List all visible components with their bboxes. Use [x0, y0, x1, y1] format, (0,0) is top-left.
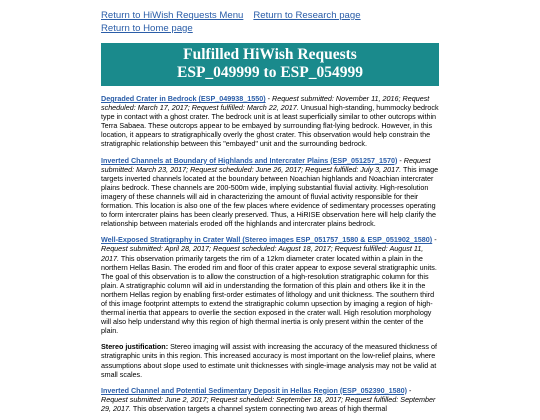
entry-dates: Request submitted: November 11, 2016; Request scheduled: March 17, 2017; Request fulfilled: March 22, 2017.: [101, 94, 430, 113]
page-title: Fulfilled HiWish Requests: [183, 46, 357, 63]
entry-title-link[interactable]: Well-Exposed Stratigraphy in Crater Wall (Stereo images ESP_051757_1580 & ESP_051902_1580): [101, 235, 433, 245]
entry-title-link[interactable]: Inverted Channels at Boundary of Highlands and Intercrater Plains (ESP_051257_1570): [101, 155, 398, 165]
list-item: Inverted Channels at Boundary of Highlands and Intercrater Plains (ESP_051257_1570) - Request submitted: March 23, 2017; Request scheduled: June 26, 2017; Request fulfilled: July 3, 2017. This image targets inverted channels located at the boundary between Noachian highlands and Noachian intercrater plains bedrock. These channels are 200-500m wide, implying substantial fluvial activity. High-resolution imagery of these channels will aid in characterizing the amount of fluvial activity responsible for their formation. This location is also one of the few places where evidence of sedimentary processes operating to form intercrater plains has been clearly preserved. Thus, a HiRISE observation here will help clarify the relationship between materials eroded off the highlands and intercrater plains bedrock.: [101, 155, 439, 229]
justification-label: Stereo justification:: [101, 342, 169, 352]
entry-dates: Request submitted: March 23, 2017; Request scheduled: June 26, 2017; Request fulfilled: July 3, 2017.: [101, 155, 431, 174]
page-subtitle: ESP_049999 to ESP_054999: [176, 64, 363, 81]
list-item: Well-Exposed Stratigraphy in Crater Wall (Stereo images ESP_051757_1580 & ESP_051902_1580) - Request submitted: April 28, 2017; Request scheduled: August 18, 2017; Request fulfilled: August 11, 2017. This observation primarily targets the rim of a 12km diameter crater located within a plain in the northern Hellas Basin. The eroded rim and floor of this crater appear to expose several stratigraphic units. The goal of this observation is to allow the construction of a high-resolution stratigraphic column for this plain. A stratigraphic column will aid in understanding the formation of this plain and others like it in the northern Hellas region by enabling first-order estimates of lithology and unit thickness. The southern third of this image footprint attempts to extend the stratigraphic column upsection by imaging a region of high-thermal inertia that appears to overlie the section exposed in the crater wall. High resolution morphology will also help understand why this region of high thermal inertia is only present within the center of the plain.: [101, 235, 437, 336]
entry-description: This image targets inverted channels located at the boundary between Noachian highlands and Noachian intercrater plains bedrock. These channels are 200-500m wide, implying substantial fluvial activity. High-resolution imagery of these channels will aid in characterizing the amount of fluvial activity responsible for their formation. This location is also one of the few places where evidence of sedimentary processes operating to form intercrater plains has been clearly preserved. Thus, a HiRISE observation here will help clarify the relationship between materials eroded off the highlands and intercrater plains bedrock.: [101, 164, 439, 229]
entry-description: This observation primarily targets the rim of a 12km diameter crater located within a plain in the northern Hellas Basin. The eroded rim and floor of this crater appear to expose several stratigraphic units. The goal of this observation is to allow the construction of a high-resolution stratigraphic column for this plain. A stratigraphic column will aid in understanding the formation of this plain and others like it in the northern Hellas region by enabling first-order estimates of lithology and unit thickness. The southern third of this image footprint attempts to extend the stratigraphic column upsection by imaging a region of high-thermal inertia that appears to overlie the section exposed in the crater wall. High resolution morphology will also help understand why this region of high thermal inertia is only present within the center of the plain.: [101, 253, 437, 336]
request-list: [101, 94, 439, 413]
hiwish-menu-link[interactable]: Return to HiWish Requests Menu: [101, 10, 244, 21]
entry-dates: Request submitted: June 2, 2017; Request scheduled: September 18, 2017; Request fulfilled: September 29, 2017.: [101, 394, 436, 413]
entry-title-link[interactable]: Degraded Crater in Bedrock (ESP_049938_1550): [101, 94, 266, 103]
entry-description: Unusual high-standing, hummocky bedrock type in contact with a ghost crater. The bedrock unit is at least superficially similar to other outcrops within Terra Sabaea. These outcrops appear to be embayed by surrounding flat-lying bedrock. However, in this location, it appears to stratigraphically overly the ghost crater. This observation would help constrain the stratigraphic relationship between this "embayed" unit and the surrounding bedrock.: [101, 103, 439, 149]
entry-title-link[interactable]: Inverted Channel and Potential Sedimentary Deposit in Hellas Region (ESP_052390_1580): [101, 385, 407, 395]
stereo-justification: [101, 342, 439, 378]
research-page-link[interactable]: Return to Research page: [253, 10, 361, 21]
list-item: Degraded Crater in Bedrock (ESP_049938_1550) - Request submitted: November 11, 2016; Request scheduled: March 17, 2017; Request fulfilled: March 22, 2017. Unusual high-standing, hummocky bedrock type in contact with a ghost crater. The bedrock unit is at least superficially similar to other outcrops within Terra Sabaea. These outcrops appear to be embayed by surrounding flat-lying bedrock. However, in this location, it appears to stratigraphically overly the ghost crater. This observation would help constrain the stratigraphic relationship between this "embayed" unit and the surrounding bedrock.: [101, 94, 439, 149]
entry-description: This observation targets a channel system connecting two areas of high thermal: [132, 403, 387, 413]
home-page-link[interactable]: Return to Home page: [101, 22, 193, 34]
entry-dates: Request submitted: April 28, 2017; Request scheduled: August 18, 2017; Request fulfilled: August 11, 2017.: [101, 244, 424, 263]
justification-text: Stereo imaging will assist with increasing the accuracy of the measured thickness of stratigraphic units in this region. This increased accuracy is most important on the low-relief plains, where assumptions about slope used to estimate unit thicknesses with single-image analysis may not be valid at small scales.: [101, 342, 437, 379]
list-item: Inverted Channel and Potential Sedimentary Deposit in Hellas Region (ESP_052390_1580) - Request submitted: June 2, 2017; Request scheduled: September 18, 2017; Request fulfilled: September 29, 2017. This observation targets a channel system connecting two areas of high thermal: [101, 385, 436, 413]
page-wrapper: [101, 10, 439, 420]
page-title-banner: [101, 43, 439, 86]
top-navigation: [101, 10, 439, 35]
